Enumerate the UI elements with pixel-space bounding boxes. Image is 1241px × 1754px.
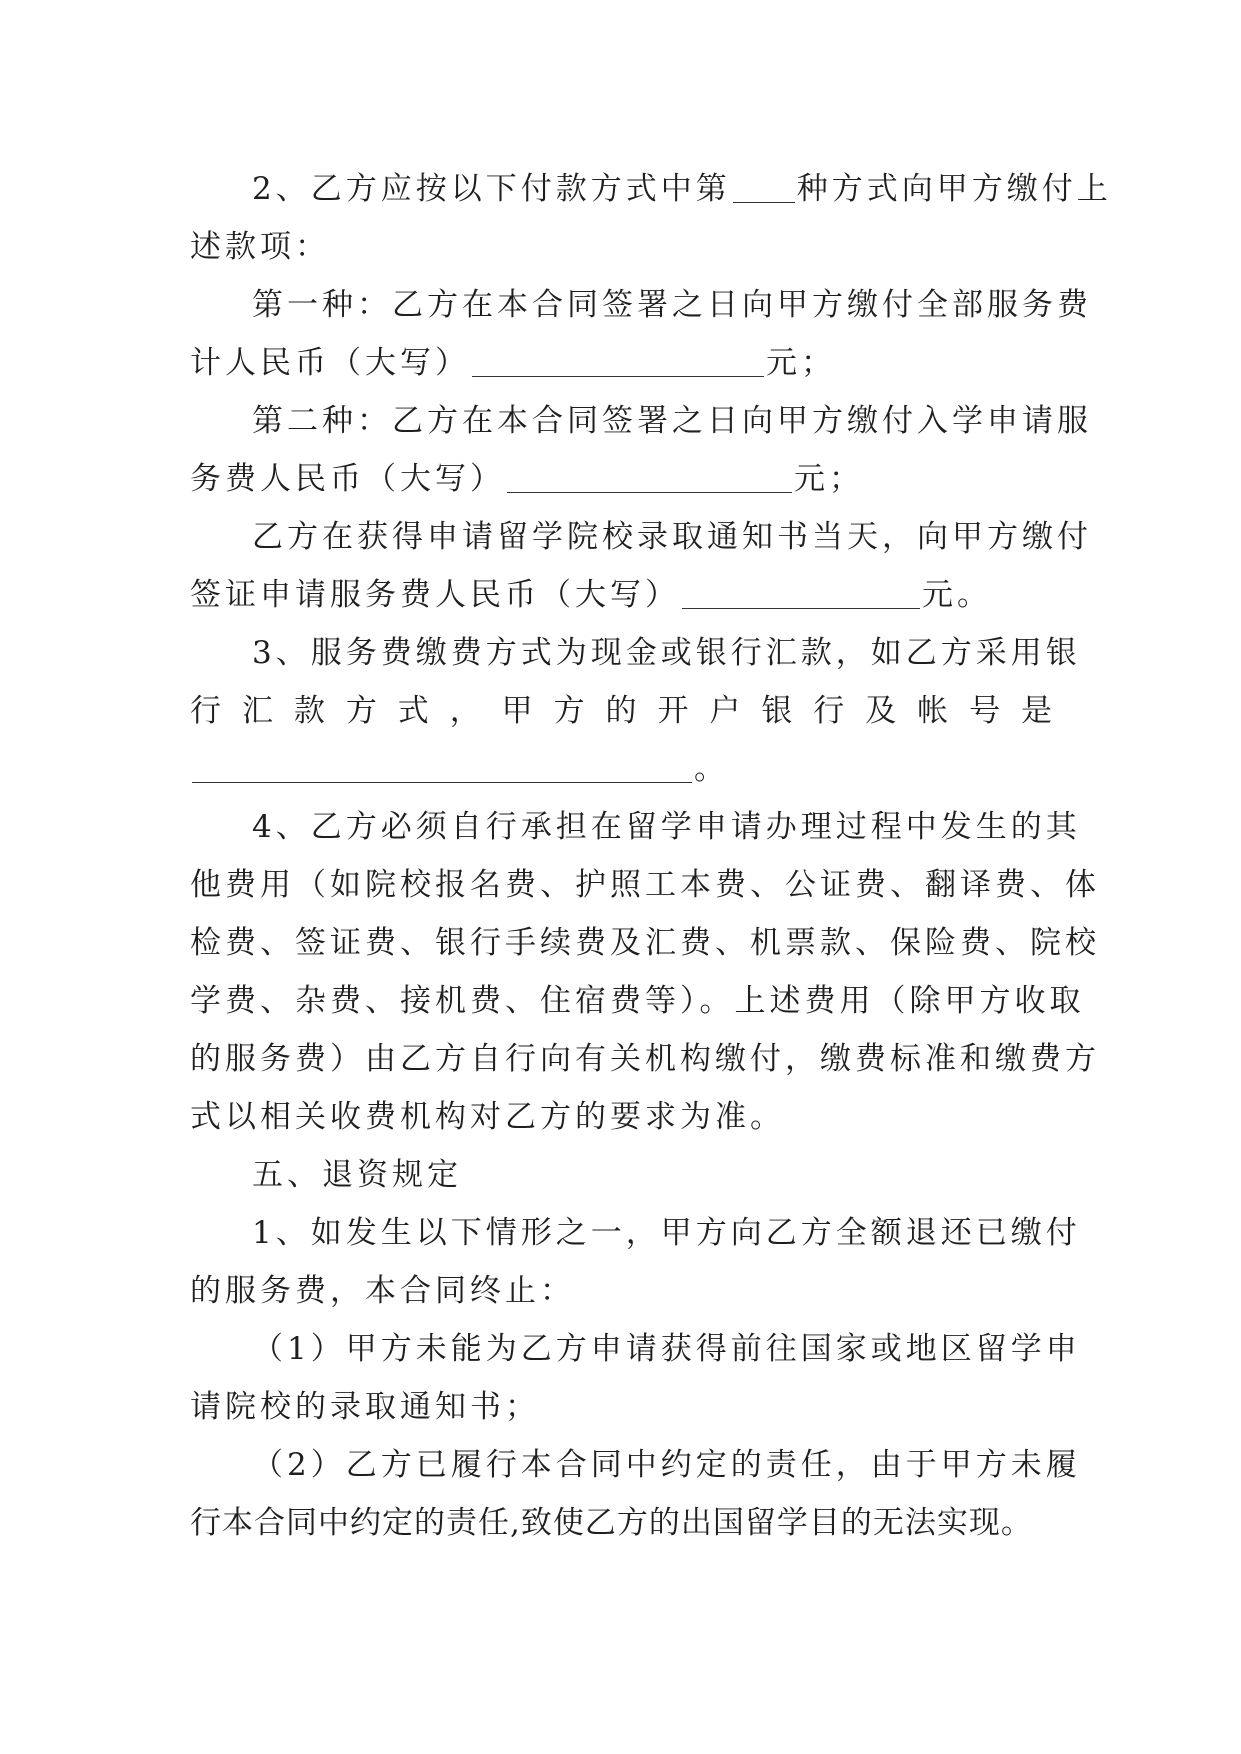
char: 帐	[917, 693, 949, 729]
char: 方	[345, 693, 377, 729]
text-line: 述款项：	[190, 229, 330, 265]
char: 汇	[241, 693, 273, 729]
char: 的	[605, 693, 637, 729]
text-line: 检费、签证费、银行手续费及汇费、机票款、保险费、院校	[190, 925, 1100, 961]
text-line: 务费人民币（大写） 元；	[190, 461, 864, 497]
char: 甲	[501, 693, 533, 729]
section-title: 五、退资规定	[252, 1157, 462, 1193]
fill-blank[interactable]	[733, 172, 795, 203]
text-line: 第一种：乙方在本合同签署之日向甲方缴付全部服务费	[252, 287, 1092, 323]
fill-blank[interactable]	[507, 462, 792, 493]
char: 行	[190, 693, 221, 729]
fill-blank[interactable]	[192, 752, 692, 783]
char: 及	[865, 693, 897, 729]
paragraph-condition-1	[190, 1320, 1081, 1436]
text-line: （2）乙方已履行本合同中约定的责任，由于甲方未履	[252, 1447, 1081, 1483]
text-line: 签证申请服务费人民币（大写） 元。	[190, 577, 992, 613]
text-line-justified	[190, 682, 1052, 740]
paragraph-refund-conditions	[190, 1204, 1081, 1320]
text-line: 2、乙方应按以下付款方式中第 种方式向甲方缴付上	[252, 171, 1112, 207]
char: 款	[293, 693, 325, 729]
text-line: 乙方在获得申请留学院校录取通知书当天，向甲方缴付	[252, 519, 1092, 555]
char: 方	[553, 693, 585, 729]
char: 式	[397, 693, 429, 729]
char: 银	[761, 693, 793, 729]
paragraph-option-one	[190, 276, 1092, 392]
text-line: 他费用（如院校报名费、护照工本费、公证费、翻译费、体	[190, 867, 1100, 903]
paragraph-option-two	[190, 392, 1092, 508]
fill-blank[interactable]	[682, 578, 920, 609]
text-line: 的服务费，本合同终止：	[190, 1273, 575, 1309]
paragraph-visa-fee	[190, 508, 1092, 624]
char: 开	[657, 693, 689, 729]
text-line: 1、如发生以下情形之一，甲方向乙方全额退还已缴付	[252, 1215, 1081, 1251]
text-line: 。	[190, 740, 1052, 798]
text-line: 式以相关收费机构对乙方的要求为准。	[190, 1099, 785, 1135]
char: 行	[813, 693, 845, 729]
paragraph-payment-method	[190, 160, 1112, 276]
char: 号	[969, 693, 1001, 729]
text-line: 3、服务费缴费方式为现金或银行汇款，如乙方采用银	[252, 635, 1081, 671]
paragraph-other-fees	[190, 798, 1100, 1146]
text-line: 行本合同中约定的责任,致使乙方的出国留学目的无法实现。	[190, 1505, 1033, 1541]
document-body	[190, 160, 1112, 1552]
text-line: 学费、杂费、接机费、住宿费等）。上述费用（除甲方收取	[190, 983, 1085, 1019]
char: ，	[449, 693, 481, 729]
section-heading-refund	[190, 1146, 1052, 1204]
text-line: （1）甲方未能为乙方申请获得前往国家或地区留学申	[252, 1331, 1081, 1367]
char: 是	[1021, 693, 1052, 729]
fill-blank[interactable]	[472, 346, 764, 377]
text-line: 计人民币（大写） 元；	[190, 345, 836, 381]
char: 户	[709, 693, 741, 729]
text-line: 的服务费）由乙方自行向有关机构缴付，缴费标准和缴费方	[190, 1041, 1100, 1077]
paragraph-condition-2	[190, 1436, 1081, 1552]
text-line: 第二种：乙方在本合同签署之日向甲方缴付入学申请服	[252, 403, 1092, 439]
text-line: 请院校的录取通知书；	[190, 1389, 540, 1425]
paragraph-payment-channel	[190, 624, 1081, 798]
text-line: 4、乙方必须自行承担在留学申请办理过程中发生的其	[252, 809, 1081, 845]
